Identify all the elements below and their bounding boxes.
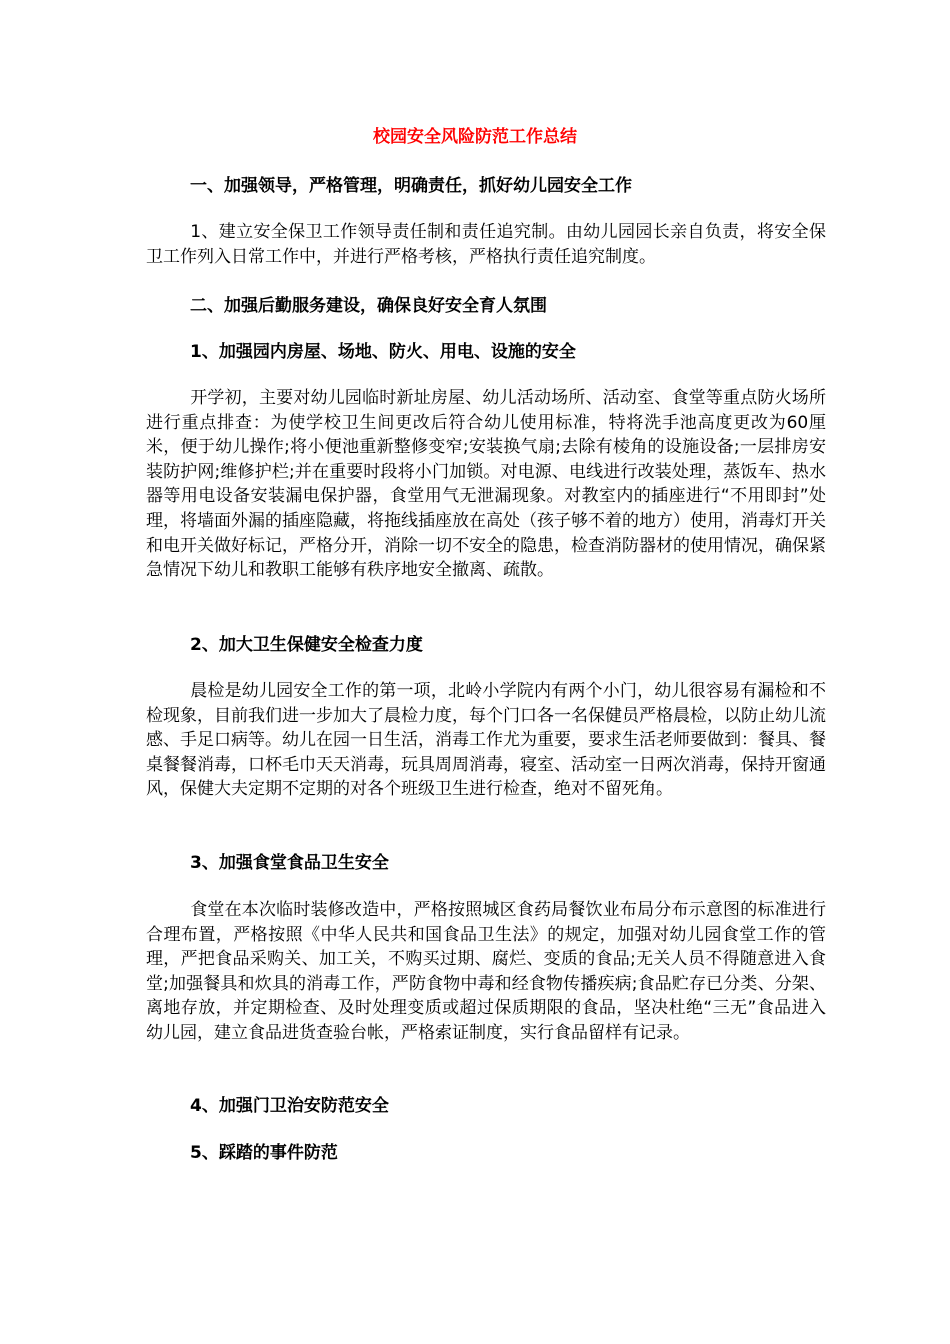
section-1-heading: 一、加强领导，严格管理，明确责任，抓好幼儿园安全工作 [190,176,632,196]
subsection-4-heading: 4、加强门卫治安防范安全 [190,1096,389,1116]
section-2-heading: 二、加强后勤服务建设，确保良好安全育人氛围 [190,296,547,316]
subsection-5-heading: 5、踩踏的事件防范 [190,1143,338,1163]
section-1-item-1: 1、建立安全保卫工作领导责任制和责任追究制。由幼儿园园长亲自负责，将安全保卫工作列入日常工作中，并进行严格考核，严格执行责任追究制度。 [146,222,826,267]
subsection-3-heading: 3、加强食堂食品卫生安全 [190,853,389,873]
subsection-3-body: 食堂在本次临时装修改造中，严格按照城区食药局餐饮业布局分布示意图的标准进行合理布置，严格按照《中华人民共和国食品卫生法》的规定，加强对幼儿园食堂工作的管理，严把食品采购关、加工关，不购买过期、腐烂、变质的食品;无关人员不得随意进入食堂;加强餐具和炊具的消毒工作，严防食物中毒和经食物传播疾病;食品贮存已分类、分架、离地存放，并定期检查、及时处理变质或超过保质期限的食品，坚决杜绝“三无”食品进入幼儿园，建立食品进货查验台帐，严格索证制度，实行食品留样有记录。 [146,900,826,1043]
subsection-1-body: 开学初，主要对幼儿园临时新址房屋、幼儿活动场所、活动室、食堂等重点防火场所进行重点排查：为使学校卫生间更改后符合幼儿使用标准，特将洗手池高度更改为60厘米，便于幼儿操作;将小便池重新整修变窄;安装换气扇;去除有棱角的设施设备;一层排房安装防护网;维修护栏;并在重要时段将小门加锁。对电源、电线进行改装处理，蒸饭车、热水器等用电设备安装漏电保护器，食堂用气无泄漏现象。对教室内的插座进行“不用即封”处理，将墙面外漏的插座隐藏，将拖线插座放在高处（孩子够不着的地方）使用，消毒灯开关和电开关做好标记，严格分开，消除一切不安全的隐患，检查消防器材的使用情况，确保紧急情况下幼儿和教职工能够有秩序地安全撤离、疏散。 [146,388,826,581]
subsection-2-body: 晨检是幼儿园安全工作的第一项，北岭小学院内有两个小门，幼儿很容易有漏检和不检现象，目前我们进一步加大了晨检力度，每个门口各一名保健员严格晨检，以防止幼儿流感、手足口病等。幼儿在园一日生活，消毒工作尤为重要，要求生活老师要做到：餐具、餐桌餐餐消毒，口杯毛巾天天消毒，玩具周周消毒，寝室、活动室一日两次消毒，保持开窗通风，保健大夫定期不定期的对各个班级卫生进行检查，绝对不留死角。 [146,681,826,800]
document-title: 校园安全风险防范工作总结 [373,127,577,147]
subsection-2-heading: 2、加大卫生保健安全检查力度 [190,635,423,655]
subsection-1-heading: 1、加强园内房屋、场地、防火、用电、设施的安全 [190,342,576,362]
